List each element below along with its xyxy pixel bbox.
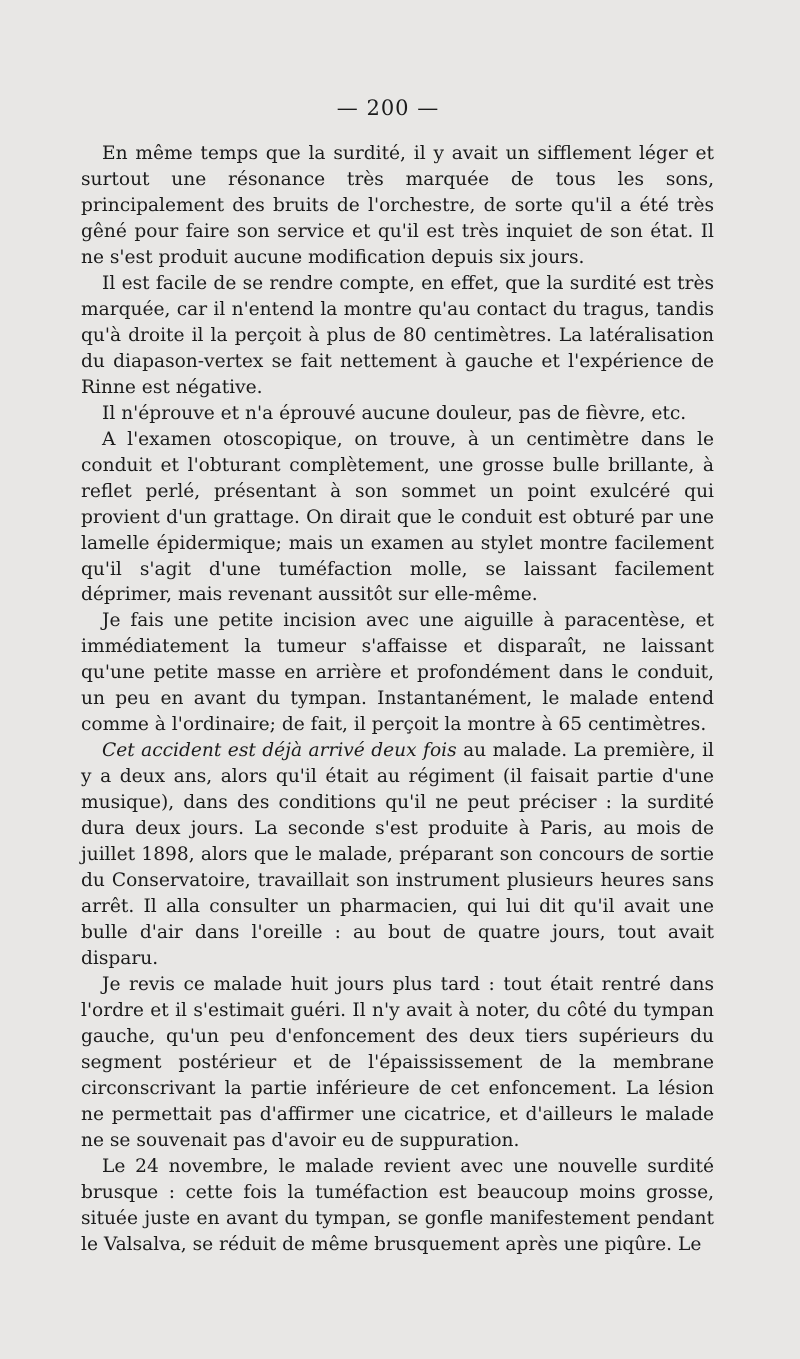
paragraph-1: En même temps que la surdité, il y avait un sifflement léger et surtout une résonance très marquée de tous les sons, principalement des bruits de l'orchestre, de sorte qu'il a été très gêné pour faire son service et qu'il est très inquiet de son état. Il ne s'est produit aucune modification depuis six jours. xyxy=(81,143,714,268)
paragraph-7: Je revis ce malade huit jours plus tard : tout était rentré dans l'ordre et il s'estimait guéri. Il n'y avait à noter, du côté du tympan gauche, qu'un peu d'enfoncement des deux tiers supérieurs du segment postérieur et de l'épaississement de la membrane circonscrivant la partie inférieure de cet enfoncement. La lésion ne permettait pas d'affirmer une cicatrice, et d'ailleurs le malade ne se souvenait pas d'avoir eu de suppuration. xyxy=(81,974,714,1151)
paragraph-8: Le 24 novembre, le malade revient avec une nouvelle surdité brusque : cette fois la tuméfaction est beaucoup moins grosse, située juste en avant du tympan, se gonfle manifestement pendant le Valsalva, se réduit de même brusquement après une piqûre. Le xyxy=(81,1155,714,1255)
body-text xyxy=(81,141,714,1258)
paragraph-6 xyxy=(81,738,714,972)
paragraph-6-text: au malade. La première, il y a deux ans, alors qu'il était au régiment (il faisait partie d'une musique), dans des conditions qu'il ne peut préciser : la surdité dura deux jours. La seconde s'est produite à Paris, au mois de juillet 1898, alors que le malade, préparant son concours de sortie du Conservatoire, travaillait son instrument plusieurs heures sans arrêt. Il alla consulter un pharmacien, qui lui dit qu'il avait une bulle d'air dans l'oreille : au bout de quatre jours, tout avait disparu. xyxy=(81,740,714,970)
paragraph-2: Il est facile de se rendre compte, en effet, que la surdité est très marquée, car il n'entend la montre qu'au contact du tragus, tandis qu'à droite il la perçoit à plus de 80 centimètres. La latéralisation du diapason-vertex se fait nettement à gauche et l'expérience de Rinne est négative. xyxy=(81,272,714,398)
paragraph-5: Je fais une petite incision avec une aiguille à paracentèse, et immédiatement la tumeur s'affaisse et disparaît, ne laissant qu'une petite masse en arrière et profondément dans le conduit, un peu en avant du tympan. Instantanément, le malade entend comme à l'ordinaire; de fait, il perçoit la montre à 65 centimètres. xyxy=(81,610,714,736)
paragraph-3: Il n'éprouve et n'a éprouvé aucune douleur, pas de fièvre, etc. xyxy=(102,402,687,424)
paragraph-4: A l'examen otoscopique, on trouve, à un centimètre dans le conduit et l'obturant complètement, une grosse bulle brillante, à reflet perlé, présentant à son sommet un point exulcéré qui provient d'un grattage. On dirait que le conduit est obturé par une lamelle épidermique; mais un examen au stylet montre facilement qu'il s'agit d'une tuméfaction molle, se laissant facilement déprimer, mais revenant aussitôt sur elle-même. xyxy=(81,428,714,606)
page-number: — 200 — xyxy=(336,96,440,120)
italic-phrase: Cet accident est déjà arrivé deux fois xyxy=(102,740,457,762)
